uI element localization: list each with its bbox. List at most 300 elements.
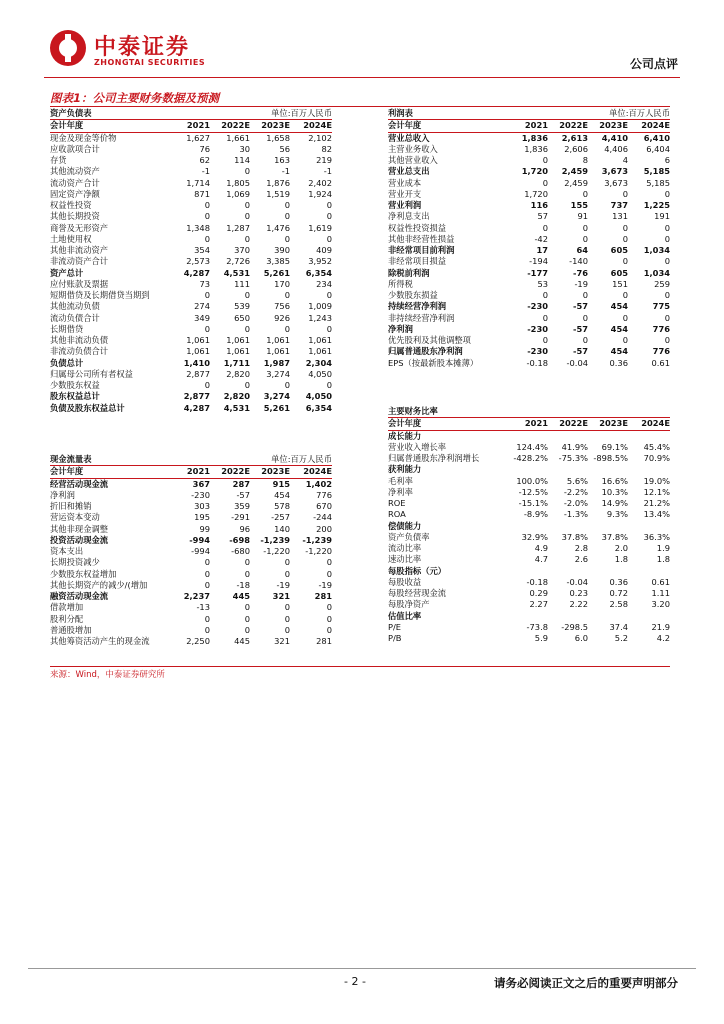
row-label: 每股指标（元） (388, 565, 447, 576)
table-row (50, 403, 332, 414)
row-label: 其他长期资产的减少/(增加 (50, 579, 148, 590)
row-value: 0 (582, 222, 588, 233)
row-value: -898.5% (593, 453, 628, 463)
row-value: 0 (204, 557, 210, 568)
row-label: 固定资产净额 (50, 188, 100, 199)
row-value: 21.2% (643, 498, 670, 508)
table-row (388, 487, 670, 498)
row-value: 445 (232, 591, 250, 601)
row-value: 3,274 (263, 391, 290, 402)
row-value: 5,185 (646, 177, 670, 188)
table-row (388, 290, 670, 301)
row-value: 0 (582, 233, 588, 244)
table-row (50, 290, 332, 301)
column-header-year: 2023E (261, 466, 290, 477)
row-label: 资本支出 (50, 546, 84, 556)
row-value: 0 (284, 380, 290, 390)
row-value: 37.4 (609, 621, 628, 632)
row-value: 0 (326, 568, 332, 579)
row-value: 1,061 (266, 335, 290, 345)
row-value: 1,836 (524, 143, 548, 154)
row-value: 0 (204, 200, 210, 210)
row-value: 321 (272, 591, 290, 601)
table-row (388, 245, 670, 256)
row-label: 非流动负债合计 (50, 346, 109, 357)
row-value: 1,061 (226, 335, 250, 345)
row-value: 0 (622, 256, 628, 267)
row-label: 流动比率 (388, 543, 422, 553)
row-label: 所得税 (388, 278, 413, 289)
row-value: 281 (314, 591, 332, 601)
column-header-label: 会计年度 (50, 120, 84, 131)
table-row (388, 358, 670, 369)
row-value: 915 (272, 478, 290, 489)
row-value: 776 (652, 323, 670, 334)
row-label: 营业总支出 (388, 166, 430, 177)
table-row (50, 245, 332, 256)
table-row (388, 543, 670, 554)
row-value: 2.27 (529, 599, 548, 610)
row-value: 4,406 (604, 143, 628, 154)
row-value: 0 (204, 233, 210, 244)
row-value: 0 (284, 233, 290, 244)
column-header-year: 2024E (641, 120, 670, 131)
row-value: 1,402 (305, 478, 332, 489)
row-value: 0 (542, 290, 548, 300)
table-row (50, 358, 332, 369)
row-value: 0 (622, 188, 628, 199)
row-value: 2.8 (574, 543, 588, 553)
row-value: 321 (274, 636, 290, 646)
table-row (388, 509, 670, 520)
row-value: 53 (537, 278, 548, 289)
row-value: -177 (527, 267, 548, 278)
logo-text-en: ZHONGTAI SECURITIES (94, 58, 206, 67)
row-value: 234 (316, 278, 332, 289)
row-label: P/B (388, 633, 402, 643)
row-label: 负债总计 (50, 357, 84, 368)
row-value: 0.36 (609, 357, 628, 368)
row-value: 0 (542, 177, 548, 188)
row-value: -230 (527, 323, 548, 334)
row-label: 应收款项合计 (50, 143, 100, 154)
table-row (50, 178, 332, 189)
row-label: 毛利率 (388, 475, 413, 486)
row-label: 现金及现金等价物 (50, 132, 117, 143)
row-value: -73.8 (526, 621, 548, 632)
column-header-year: 2022E (221, 466, 250, 477)
row-value: 32.9% (521, 531, 548, 542)
row-value: 303 (194, 501, 210, 511)
row-label: 土地使用权 (50, 233, 92, 244)
section-title: 主要财务比率 (388, 406, 438, 416)
row-value: 259 (654, 278, 670, 289)
row-value: 2,459 (561, 166, 588, 177)
row-value: -1,239 (260, 534, 290, 545)
source-note: 来源：Wind，中泰证券研究所 (50, 666, 670, 680)
table-row (388, 577, 670, 588)
row-label: 速动比率 (388, 554, 422, 565)
row-value: 0 (244, 557, 250, 568)
row-value: 0 (664, 256, 670, 267)
table-row (388, 346, 670, 357)
row-value: 776 (652, 346, 670, 357)
row-value: -1,239 (302, 534, 332, 545)
row-value: 2,304 (305, 357, 332, 368)
row-value: -57 (236, 489, 250, 500)
row-value: 36.3% (643, 531, 670, 542)
row-value: 0 (284, 568, 290, 579)
section-title-row (50, 108, 332, 120)
row-value: 4,531 (223, 267, 250, 278)
row-value: 1,836 (521, 132, 548, 143)
row-value: 14.9% (601, 498, 628, 508)
section-title-row (50, 454, 332, 466)
row-value: -13 (196, 602, 210, 613)
row-value: 6,410 (643, 132, 670, 143)
row-value: 1,061 (186, 346, 210, 357)
row-value: 2,877 (186, 368, 210, 379)
row-value: 367 (192, 478, 210, 489)
table-row (50, 313, 332, 324)
row-value: 737 (610, 200, 628, 210)
row-value: 195 (194, 512, 210, 523)
income-statement-table (388, 108, 670, 369)
column-header-row (50, 120, 332, 132)
row-value: 2,459 (564, 177, 588, 188)
row-value: 6 (664, 155, 670, 165)
row-value: -2.2% (563, 486, 588, 497)
table-row (388, 211, 670, 222)
column-header-year: 2024E (303, 120, 332, 131)
row-value: 0 (284, 211, 290, 222)
row-value: 70.9% (643, 453, 670, 463)
logo-mark-icon (50, 30, 86, 66)
row-value: -2.0% (563, 498, 588, 508)
table-row (388, 633, 670, 644)
table-row (388, 155, 670, 166)
table-row (50, 144, 332, 155)
row-label: 净利息支出 (388, 211, 430, 222)
table-row (50, 301, 332, 312)
row-value: 3,274 (266, 368, 290, 379)
row-value: 287 (232, 478, 250, 489)
row-value: 2,606 (564, 143, 588, 154)
row-value: -8.9% (523, 509, 548, 520)
column-header-year: 2021 (524, 418, 548, 429)
table-row (50, 234, 332, 245)
row-value: 2,613 (561, 132, 588, 143)
row-label: EPS（按最新股本摊薄） (388, 357, 479, 368)
row-label: 每股净资产 (388, 599, 430, 610)
table-row (50, 490, 332, 501)
row-value: 370 (234, 245, 250, 255)
row-value: 0.29 (529, 588, 548, 598)
row-value: 151 (612, 278, 628, 289)
row-value: 0 (622, 290, 628, 300)
row-label: 负债及股东权益总计 (50, 402, 125, 413)
row-value: 2,102 (308, 132, 332, 143)
column-header-row (50, 466, 332, 478)
table-row (50, 557, 332, 568)
row-value: 69.1% (601, 441, 628, 452)
table-row (50, 512, 332, 523)
row-value: 4.9 (534, 543, 548, 553)
row-value: 163 (274, 155, 290, 165)
row-value: 0 (622, 233, 628, 244)
row-label: 净利润 (50, 489, 75, 500)
row-value: 4,050 (308, 368, 332, 379)
row-value: 191 (654, 211, 670, 222)
row-value: 3,385 (266, 256, 290, 267)
row-value: 1.9 (656, 543, 670, 553)
row-value: 1,061 (308, 346, 332, 357)
table-row (50, 279, 332, 290)
row-label: 其他营业收入 (388, 155, 438, 165)
row-value: 756 (274, 301, 290, 312)
row-value: 390 (274, 245, 290, 255)
unit-label: 单位:百万人民币 (271, 108, 332, 118)
row-label: 股东权益总计 (50, 391, 100, 402)
row-value: -298.5 (561, 621, 588, 632)
row-value: 0 (582, 312, 588, 323)
row-value: 1,348 (186, 222, 210, 233)
row-value: 274 (194, 301, 210, 312)
row-value: 1.11 (651, 588, 670, 598)
table-row (388, 588, 670, 599)
row-value: 57 (537, 211, 548, 222)
row-value: 0 (326, 613, 332, 624)
table-row (50, 602, 332, 613)
row-label: 非流动资产合计 (50, 256, 109, 267)
row-value: 6,354 (305, 402, 332, 413)
row-value: 0 (542, 155, 548, 165)
table-row (388, 335, 670, 346)
table-row (388, 178, 670, 189)
row-label: 净利润 (388, 323, 413, 334)
row-label: 非经常项目损益 (388, 256, 447, 267)
row-value: 21.9 (651, 621, 670, 632)
row-value: 281 (316, 636, 332, 646)
row-value: 1,061 (226, 346, 250, 357)
row-value: 4,410 (601, 132, 628, 143)
row-label: 营业收入增长率 (388, 441, 447, 452)
row-value: -230 (527, 301, 548, 312)
row-label: 少数股东权益增加 (50, 568, 117, 579)
section-title: 利润表 (388, 108, 413, 118)
row-value: 0 (244, 380, 250, 390)
column-header-label: 会计年度 (388, 120, 422, 131)
table-row (388, 200, 670, 211)
table-row (388, 256, 670, 267)
row-value: 2,877 (183, 391, 210, 402)
table-row (50, 155, 332, 166)
row-value: 5,261 (263, 267, 290, 278)
row-value: 605 (610, 267, 628, 278)
row-value: 2,820 (223, 391, 250, 402)
row-value: -230 (191, 489, 210, 500)
column-header-year: 2023E (599, 418, 628, 429)
row-value: 1,476 (266, 222, 290, 233)
table-row (50, 501, 332, 512)
column-header-row (388, 120, 670, 132)
table-row (50, 268, 332, 279)
row-label: 长期借贷 (50, 323, 84, 334)
row-label: 流动资产合计 (50, 177, 100, 188)
page-number: - 2 - (344, 975, 366, 988)
row-label: 净利率 (388, 486, 413, 497)
row-value: 1,720 (524, 188, 548, 199)
row-label: 营业利润 (388, 200, 422, 210)
table-row (388, 521, 670, 532)
row-value: -57 (573, 323, 588, 334)
row-value: 200 (316, 523, 332, 534)
row-value: 0 (664, 290, 670, 300)
row-value: 116 (530, 200, 548, 210)
row-value: 6.0 (574, 633, 588, 643)
row-value: 1,519 (266, 188, 290, 199)
row-label: 应付账款及票据 (50, 278, 109, 289)
row-value: 2,237 (183, 591, 210, 601)
row-value: 2.6 (574, 554, 588, 565)
row-value: 4,050 (305, 391, 332, 402)
row-label: 融资活动现金流 (50, 591, 109, 601)
row-value: -57 (573, 346, 588, 357)
row-value: 0.23 (569, 588, 588, 598)
row-value: 0 (622, 312, 628, 323)
row-value: 8 (582, 155, 588, 165)
row-value: -428.2% (513, 453, 548, 463)
table-row (388, 554, 670, 565)
table-row (50, 133, 332, 144)
table-row (50, 211, 332, 222)
row-value: 6,404 (646, 143, 670, 154)
row-value: 2.58 (609, 599, 628, 610)
company-logo (50, 28, 220, 74)
table-row (388, 279, 670, 290)
row-label: 权益性投资损益 (388, 222, 447, 233)
row-value: 349 (194, 312, 210, 323)
row-value: 0 (244, 290, 250, 300)
row-label: ROA (388, 509, 406, 520)
row-value: -0.18 (526, 357, 548, 368)
row-value: 0 (582, 188, 588, 199)
row-value: 4.7 (534, 554, 548, 565)
row-value: 1,627 (186, 132, 210, 143)
table-row (388, 442, 670, 453)
row-value: 0 (326, 200, 332, 210)
row-value: 1,876 (266, 177, 290, 188)
row-value: 1,034 (643, 267, 670, 278)
table-row (50, 535, 332, 546)
table-row (50, 324, 332, 335)
row-label: 偿债能力 (388, 520, 422, 531)
row-value: -1 (201, 166, 210, 177)
row-label: ROE (388, 498, 406, 508)
row-value: -1 (281, 166, 290, 177)
row-value: 2,250 (186, 636, 210, 646)
row-value: 578 (274, 501, 290, 511)
row-value: 16.6% (601, 475, 628, 486)
row-label: 获利能力 (388, 464, 422, 475)
financial-ratios-table (388, 406, 670, 644)
column-header-year: 2023E (261, 120, 290, 131)
row-value: 0 (244, 200, 250, 210)
row-label: 少数股东权益 (50, 380, 100, 390)
table-row (50, 346, 332, 357)
column-header-year: 2023E (599, 120, 628, 131)
row-label: 每股收益 (388, 576, 422, 587)
logo-text-cn: 中泰证券 (94, 35, 191, 60)
table-row (50, 479, 332, 490)
row-value: 1,924 (308, 188, 332, 199)
row-value: 409 (316, 245, 332, 255)
row-value: 2,402 (308, 177, 332, 188)
row-value: 0 (622, 222, 628, 233)
row-value: 0.36 (609, 576, 628, 587)
row-value: 359 (234, 501, 250, 511)
row-value: -680 (231, 546, 250, 556)
row-label: 少数股东损益 (388, 290, 438, 300)
unit-label: 单位:百万人民币 (609, 108, 670, 118)
row-value: 5.6% (566, 475, 588, 486)
row-value: 0 (326, 624, 332, 635)
row-value: 1.8 (656, 554, 670, 565)
row-value: 0 (244, 602, 250, 613)
row-value: 0 (244, 568, 250, 579)
row-value: 91 (577, 211, 588, 222)
row-value: 354 (194, 245, 210, 255)
row-value: -0.04 (566, 357, 588, 368)
row-label: 主营业务收入 (388, 143, 438, 154)
row-label: 营业成本 (388, 177, 422, 188)
row-value: 650 (234, 312, 250, 323)
row-value: 0 (244, 166, 250, 177)
row-value: 0.61 (651, 576, 670, 587)
row-value: 1,069 (226, 188, 250, 199)
row-value: 1,243 (308, 312, 332, 323)
table-row (50, 223, 332, 234)
table-row (50, 580, 332, 591)
row-value: 1,061 (308, 335, 332, 345)
row-value: 0 (244, 613, 250, 624)
table-row (388, 599, 670, 610)
row-value: 155 (570, 200, 588, 210)
column-header-year: 2024E (641, 418, 670, 429)
table-row (50, 625, 332, 636)
row-value: -698 (229, 534, 250, 545)
doc-type-label: 公司点评 (629, 57, 678, 71)
row-value: 0 (326, 380, 332, 390)
table-row (50, 614, 332, 625)
row-label: 非持续经营净利润 (388, 312, 455, 323)
row-label: 优先股利及其他调整项 (388, 335, 471, 345)
row-value: 3,673 (604, 177, 628, 188)
row-value: 0 (204, 211, 210, 222)
row-label: 每股经营现金流 (388, 588, 447, 598)
row-value: 5.2 (614, 633, 628, 643)
row-value: -194 (529, 256, 548, 267)
table-row (388, 453, 670, 464)
row-value: 10.3% (601, 486, 628, 497)
row-label: 归属普通股东净利润增长 (388, 453, 480, 463)
column-header-row (388, 418, 670, 430)
row-value: 0 (664, 188, 670, 199)
table-row (388, 532, 670, 543)
table-row (388, 223, 670, 234)
row-value: 0 (204, 290, 210, 300)
table-row (50, 636, 332, 647)
